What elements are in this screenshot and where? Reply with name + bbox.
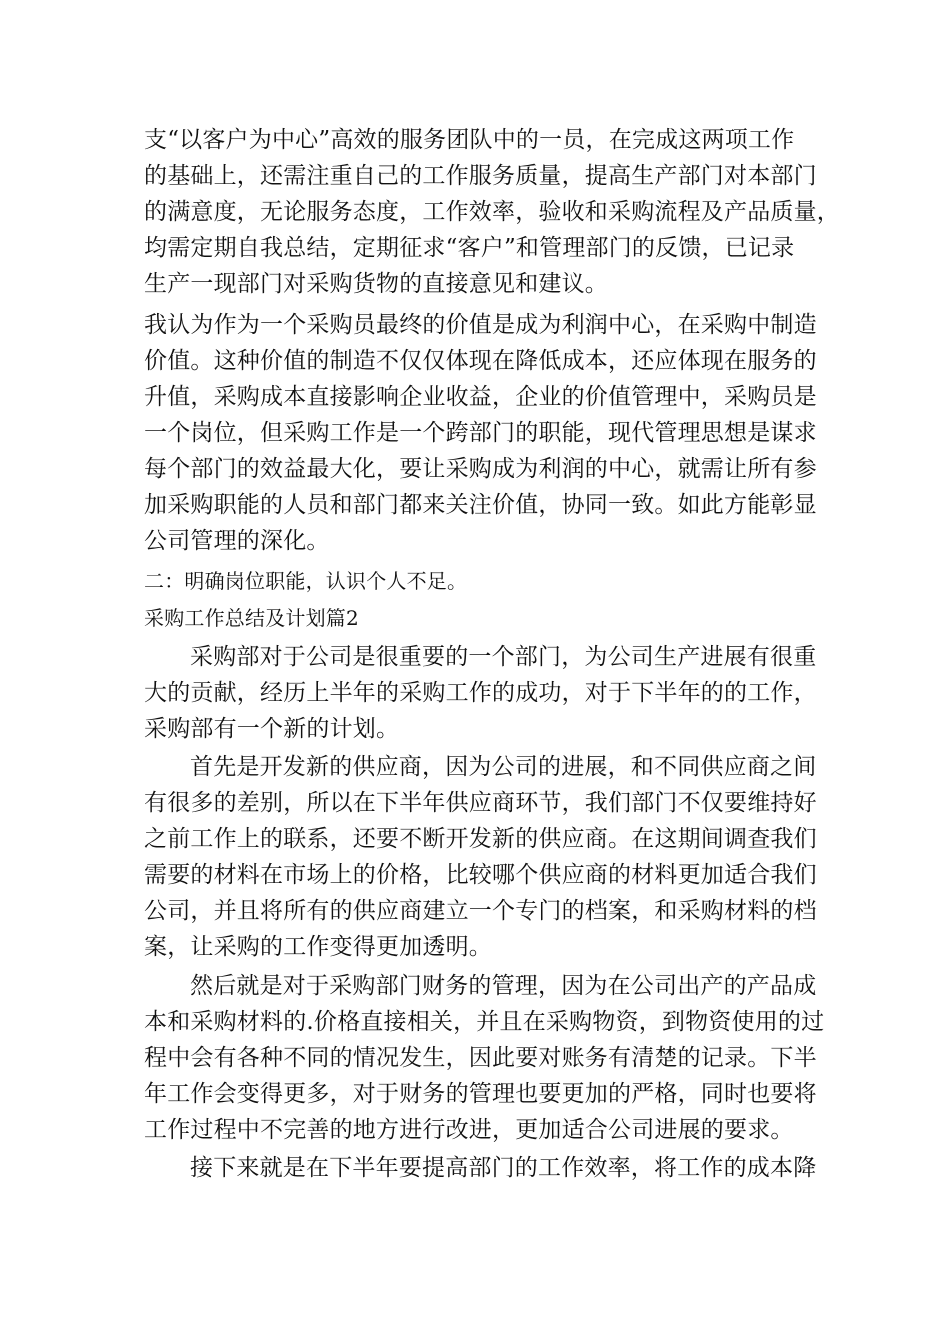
text-line: 生产一现部门对采购货物的直接意见和建议。 bbox=[144, 271, 608, 297]
text-line: 年工作会变得更多，对于财务的管理也要更加的严格，同时也要将 bbox=[144, 1081, 817, 1107]
text-line: 然后就是对于采购部门财务的管理，因为在公司出产的产品成 bbox=[190, 973, 817, 999]
text-line: 升值，采购成本直接影响企业收益，企业的价值管理中，采购员是 bbox=[144, 384, 817, 410]
section-heading: 二：明确岗位职能，认识个人不足。 bbox=[144, 569, 468, 593]
text-line: 需要的材料在市场上的价格，比较哪个供应商的材料更加适合我们 bbox=[144, 862, 817, 888]
text-line: 一个岗位，但采购工作是一个跨部门的职能，现代管理思想是谋求 bbox=[144, 420, 817, 446]
text-line: 首先是开发新的供应商，因为公司的进展，和不同供应商之间 bbox=[190, 754, 817, 780]
text-line: 的基础上，还需注重自己的工作服务质量，提高生产部门对本部门 bbox=[144, 163, 817, 189]
text-line: 支“以客户为中心”高效的服务团队中的一员，在完成这两项工作 bbox=[144, 127, 795, 153]
text-line: 程中会有各种不同的情况发生，因此要对账务有清楚的记录。下半 bbox=[144, 1045, 817, 1071]
text-line: 接下来就是在下半年要提高部门的工作效率，将工作的成本降 bbox=[190, 1155, 817, 1181]
text-line: 之前工作上的联系，还要不断开发新的供应商。在这期间调查我们 bbox=[144, 826, 817, 852]
text-line: 公司管理的深化。 bbox=[144, 528, 330, 554]
text-line: 均需定期自我总结，定期征求“客户”和管理部门的反馈，已记录 bbox=[144, 235, 795, 261]
text-line: 的满意度，无论服务态度，工作效率，验收和采购流程及产品质量， bbox=[144, 199, 840, 225]
text-line: 加采购职能的人员和部门都来关注价值，协同一致。如此方能彰显 bbox=[144, 492, 817, 518]
text-line: 有很多的差别，所以在下半年供应商环节，我们部门不仅要维持好 bbox=[144, 790, 817, 816]
text-line: 案，让采购的工作变得更加透明。 bbox=[144, 934, 492, 960]
text-line: 我认为作为一个采购员最终的价值是成为利润中心，在采购中制造 bbox=[144, 312, 817, 338]
text-line: 采购部有一个新的计划。 bbox=[144, 716, 400, 742]
text-line: 采购部对于公司是很重要的一个部门，为公司生产进展有很重 bbox=[190, 644, 817, 670]
text-line: 工作过程中不完善的地方进行改进，更加适合公司进展的要求。 bbox=[144, 1117, 794, 1143]
section-title: 采购工作总结及计划篇2 bbox=[144, 606, 359, 630]
text-line: 大的贡献，经历上半年的采购工作的成功，对于下半年的的工作， bbox=[144, 680, 817, 706]
text-line: 公司，并且将所有的供应商建立一个专门的档案，和采购材料的档 bbox=[144, 898, 817, 924]
text-line: 每个部门的效益最大化，要让采购成为利润的中心，就需让所有参 bbox=[144, 456, 817, 482]
text-line: 本和采购材料的.价格直接相关，并且在采购物资，到物资使用的过 bbox=[144, 1009, 825, 1035]
text-line: 价值。这种价值的制造不仅仅体现在降低成本，还应体现在服务的 bbox=[144, 348, 817, 374]
